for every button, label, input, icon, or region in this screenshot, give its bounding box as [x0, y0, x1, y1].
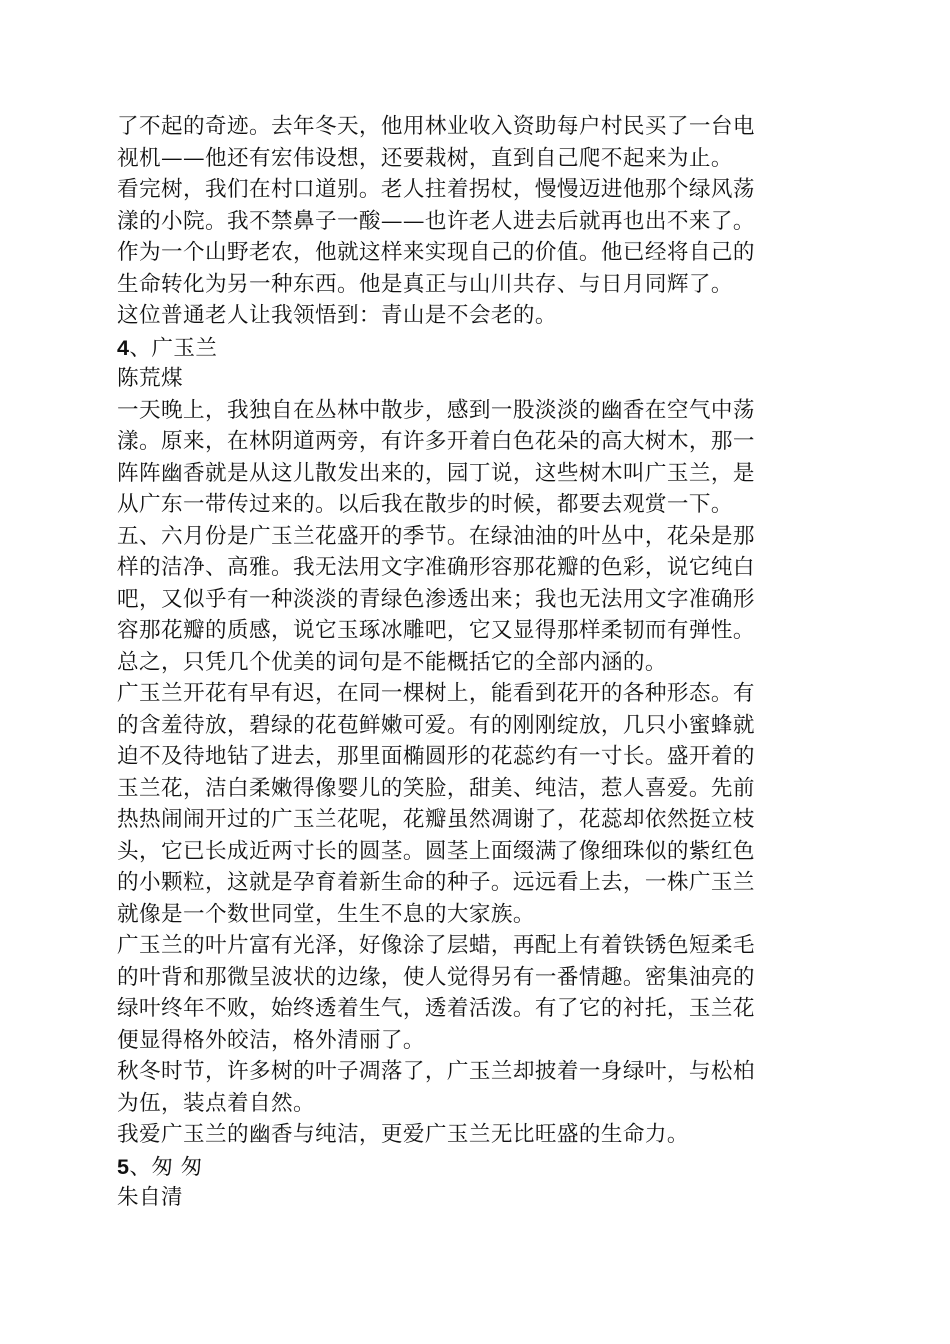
section-4-paragraph-2 — [117, 521, 817, 679]
text-line: 热热闹闹开过的广玉兰花呢，花瓣虽然凋谢了，花蕊却依然挺立枝 — [117, 807, 755, 832]
text-line: 广玉兰开花有早有迟，在同一棵树上，能看到花开的各种形态。有 — [117, 681, 755, 706]
text-line: 样的洁净、高雅。我无法用文字准确形容那花瓣的色彩，说它纯白 — [117, 555, 755, 580]
text-line: 这位普通老人让我领悟到：青山是不会老的。 — [117, 303, 557, 328]
text-line: 容那花瓣的质感，说它玉琢冰雕吧，它又显得那样柔韧而有弹性。 — [117, 618, 755, 643]
text-line: 便显得格外皎洁，格外清丽了。 — [117, 1027, 425, 1053]
section-4-heading — [117, 332, 817, 364]
paragraph-a — [117, 111, 817, 174]
text-line: 的叶背和那微呈波状的边缘，使人觉得另有一番情趣。密集油亮的 — [117, 964, 755, 990]
text-line: 迫不及待地钻了进去，那里面椭圆形的花蕊约有一寸长。盛开着的 — [117, 744, 755, 769]
text-line: 作为一个山野老农，他就这样来实现自己的价值。他已经将自己的 — [117, 240, 755, 265]
text-line: 绿叶终年不败，始终透着生气，透着活泼。有了它的衬托，玉兰花 — [117, 996, 755, 1021]
text-line: 玉兰花，洁白柔嫩得像婴儿的笑脸，甜美、纯洁，惹人喜爱。先前 — [117, 775, 755, 801]
text-line: 了不起的奇迹。去年冬天，他用林业收入资助每户村民买了一台电 — [117, 114, 755, 139]
text-line: 一天晚上，我独自在丛林中散步，感到一股淡淡的幽香在空气中荡 — [117, 397, 755, 423]
paragraph-c — [117, 300, 817, 332]
text-line: 我爱广玉兰的幽香与纯洁，更爱广玉兰无比旺盛的生命力。 — [117, 1122, 689, 1147]
section-4-paragraph-6 — [117, 1119, 817, 1151]
document-page — [117, 111, 817, 1214]
section-4-paragraph-1 — [117, 395, 817, 521]
text-line: 生命转化为另一种东西。他是真正与山川共存、与日月同辉了。 — [117, 271, 733, 297]
text-line: 吧，又似乎有一种淡淡的青绿色渗透出来；我也无法用文字准确形 — [117, 586, 755, 612]
section-4-number: 4 — [117, 334, 130, 360]
text-line: 的含羞待放，碧绿的花苞鲜嫩可爱。有的刚刚绽放，几只小蜜蜂就 — [117, 712, 755, 738]
section-4-title: 、广玉兰 — [129, 335, 218, 361]
text-line: 的小颗粒，这就是孕育着新生命的种子。远远看上去，一株广玉兰 — [117, 870, 755, 895]
text-line: 漾。原来，在林阴道两旁，有许多开着白色花朵的高大树木，那一 — [117, 429, 755, 454]
text-line: 广玉兰的叶片富有光泽，好像涂了层蜡，再配上有着铁锈色短柔毛 — [117, 933, 755, 958]
text-line: 阵阵幽香就是从这儿散发出来的，园丁说，这些树木叫广玉兰，是 — [117, 460, 755, 486]
section-5-author: 朱自清 — [117, 1185, 183, 1210]
section-4-author: 陈荒煤 — [117, 366, 183, 391]
text-line: 总之，只凭几个优美的词句是不能概括它的全部内涵的。 — [117, 649, 667, 675]
text-line: 就像是一个数世同堂，生生不息的大家族。 — [117, 901, 535, 927]
text-line: 秋冬时节，许多树的叶子凋落了，广玉兰却披着一身绿叶，与松柏 — [117, 1059, 755, 1084]
section-5-heading — [117, 1151, 817, 1183]
text-line: 从广东一带传过来的。以后我在散步的时候，都要去观赏一下。 — [117, 492, 733, 517]
text-line: 视机——他还有宏伟设想，还要栽树，直到自己爬不起来为止。 — [117, 145, 733, 171]
section-5-title: 、匆 匆 — [129, 1154, 203, 1180]
text-line: 头，它已长成近两寸长的圆茎。圆茎上面缀满了像细珠似的紫红色 — [117, 838, 755, 864]
text-line: 漾的小院。我不禁鼻子一酸——也许老人进去后就再也出不来了。 — [117, 208, 755, 234]
paragraph-b — [117, 174, 817, 300]
text-line: 五、六月份是广玉兰花盛开的季节。在绿油油的叶丛中，花朵是那 — [117, 523, 755, 549]
section-4-paragraph-4 — [117, 930, 817, 1056]
text-line: 看完树，我们在村口道别。老人拄着拐杖，慢慢迈进他那个绿风荡 — [117, 177, 755, 202]
section-4-paragraph-5 — [117, 1056, 817, 1119]
text-line: 为伍，装点着自然。 — [117, 1090, 315, 1116]
section-4-paragraph-3 — [117, 678, 817, 930]
section-5-number: 5 — [117, 1153, 130, 1179]
